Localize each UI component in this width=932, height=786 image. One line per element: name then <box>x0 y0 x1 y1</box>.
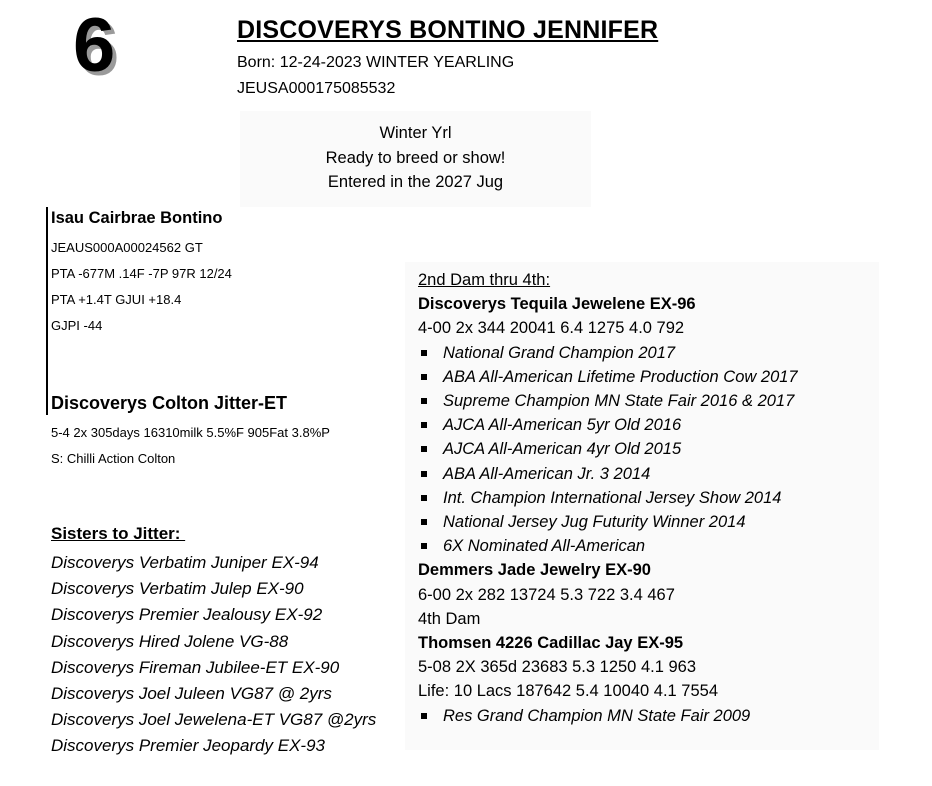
pedigree-bracket <box>46 207 48 415</box>
sire-pta-line: PTA -677M .14F -7P 97R 12/24 <box>51 266 232 281</box>
honor-item: Res Grand Champion MN State Fair 2009 <box>418 704 798 728</box>
sister-item: Discoverys Joel Jewelena-ET VG87 @2yrs <box>51 710 377 730</box>
honor-item: AJCA All-American 5yr Old 2016 <box>418 413 798 437</box>
bullet-square-icon <box>421 471 427 477</box>
honor-item: National Jersey Jug Futurity Winner 2014 <box>418 510 798 534</box>
honor-item: 6X Nominated All-American <box>418 534 798 558</box>
sire-pta-line: PTA +1.4T GJUI +18.4 <box>51 292 182 307</box>
fourth-dam-label: 4th Dam <box>418 609 481 628</box>
dam-name: Discoverys Colton Jitter-ET <box>51 393 288 413</box>
bullet-square-icon <box>421 713 427 719</box>
dams-heading: 2nd Dam thru 4th: <box>418 271 551 289</box>
animal-name: DISCOVERYS BONTINO JENNIFER <box>237 16 659 44</box>
dam-sire: S: Chilli Action Colton <box>51 451 176 466</box>
sister-item: Discoverys Premier Jealousy EX-92 <box>51 605 323 625</box>
maternal-pedigree-panel <box>405 262 879 750</box>
fourth-dam-life-record: Life: 10 Lacs 187642 5.4 10040 4.1 7554 <box>418 682 719 701</box>
second-dam-name: Discoverys Tequila Jewelene EX-96 <box>418 295 696 314</box>
bullet-square-icon <box>421 495 427 501</box>
sister-item: Discoverys Joel Juleen VG87 @ 2yrs <box>51 684 332 704</box>
sire-gjpi: GJPI -44 <box>51 318 103 333</box>
honor-item: National Grand Champion 2017 <box>418 341 798 365</box>
honor-item: AJCA All-American 4yr Old 2015 <box>418 437 798 461</box>
second-dam-record: 4-00 2x 344 20041 6.4 1275 4.0 792 <box>418 319 685 338</box>
fourth-dam-record: 5-08 2X 365d 23683 5.3 1250 4.1 963 <box>418 658 696 677</box>
sister-item: Discoverys Verbatim Juniper EX-94 <box>51 553 319 572</box>
registration-number: JEUSA000175085532 <box>237 80 396 97</box>
note-line: Winter Yrl <box>379 124 452 142</box>
sire-registration: JEAUS000A00024562 GT <box>51 240 203 255</box>
sister-item: Discoverys Hired Jolene VG-88 <box>51 631 289 651</box>
notes-box <box>240 111 591 207</box>
lot-number: 6 <box>73 3 116 88</box>
bullet-square-icon <box>421 543 427 549</box>
third-dam-name: Demmers Jade Jewelry EX-90 <box>418 561 651 580</box>
sister-item: Discoverys Premier Jeopardy EX-93 <box>51 736 325 756</box>
sister-item: Discoverys Verbatim Julep EX-90 <box>51 579 304 599</box>
bullet-square-icon <box>421 350 427 356</box>
dam-record: 5-4 2x 305days 16310milk 5.5%F 905Fat 3.8%P <box>51 425 330 440</box>
bullet-square-icon <box>421 519 427 525</box>
fourth-dam-name: Thomsen 4226 Cadillac Jay EX-95 <box>418 634 684 653</box>
bullet-square-icon <box>421 374 427 380</box>
sisters-list <box>51 550 376 760</box>
sister-item: Discoverys Fireman Jubilee-ET EX-90 <box>51 657 340 677</box>
honor-item: Int. Champion International Jersey Show 2014 <box>418 486 798 510</box>
note-line: Ready to breed or show! <box>325 148 506 167</box>
honor-item: Supreme Champion MN State Fair 2016 & 2017 <box>418 389 798 413</box>
third-dam-record: 6-00 2x 282 13724 5.3 722 3.4 467 <box>418 585 675 604</box>
note-line: Entered in the 2027 Jug <box>327 173 504 191</box>
birth-date: Born: 12-24-2023 WINTER YEARLING <box>237 54 515 71</box>
sire-name: Isau Cairbrae Bontino <box>51 209 223 227</box>
honor-item: ABA All-American Lifetime Production Cow 2017 <box>418 365 798 389</box>
honor-item: ABA All-American Jr. 3 2014 <box>418 462 798 486</box>
sisters-heading: Sisters to Jitter: <box>51 524 186 543</box>
bullet-square-icon <box>421 446 427 452</box>
bullet-square-icon <box>421 422 427 428</box>
bullet-square-icon <box>421 398 427 404</box>
